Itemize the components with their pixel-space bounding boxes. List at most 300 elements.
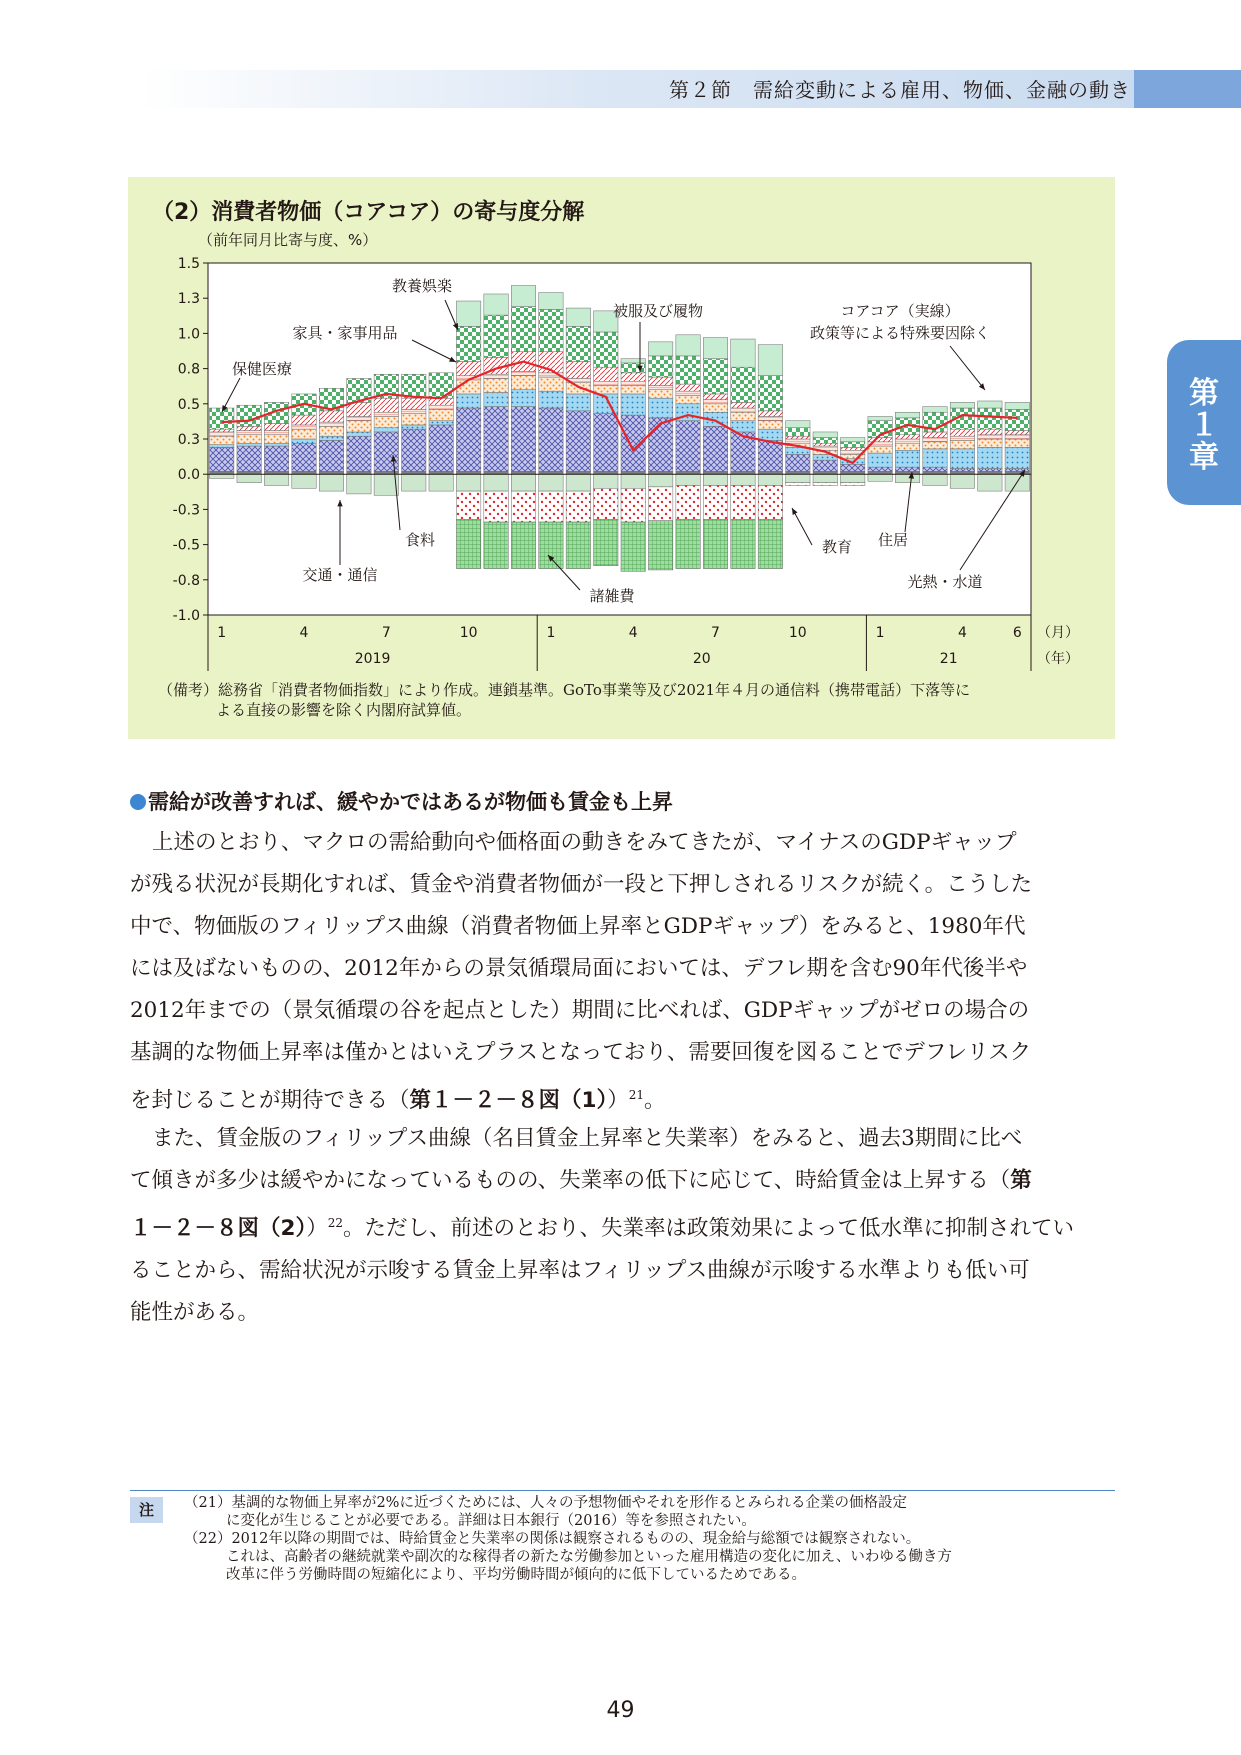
- bar-segment: [429, 409, 453, 420]
- bar-segment: [402, 398, 426, 409]
- y-tick-label: -0.5: [172, 537, 200, 554]
- bar-segment: [210, 445, 234, 448]
- bar-segment: [648, 418, 672, 472]
- bar-segment: [511, 376, 535, 390]
- figure-reference: １－２－８図（2）: [130, 1216, 307, 1242]
- bar-segment: [621, 394, 645, 415]
- y-tick-label: 0.5: [177, 396, 200, 413]
- bar-segment: [1005, 409, 1029, 430]
- bar-segment: [923, 467, 947, 471]
- bar-segment: [456, 362, 480, 376]
- bar-segment: [978, 429, 1002, 435]
- bullet-dot-icon: [130, 794, 146, 810]
- x-tick-label: 1: [217, 625, 227, 641]
- x-tick-label: 7: [381, 625, 391, 641]
- bar-segment: [237, 443, 261, 446]
- bar-segment: [676, 485, 700, 519]
- bar-segment: [484, 407, 508, 472]
- bar-segment: [868, 416, 892, 420]
- bar-segment: [292, 439, 316, 443]
- bar-segment: [456, 326, 480, 361]
- bar-segment: [374, 412, 398, 416]
- bar-segment: [840, 447, 864, 450]
- figure-title: （2）消費者物価（コアコア）の寄与度分解: [152, 200, 585, 225]
- bar-segment: [621, 522, 645, 571]
- bar-segment: [648, 474, 672, 487]
- bar-segment: [566, 474, 590, 491]
- annotation-label: 政策等による特殊要因除く: [809, 324, 991, 342]
- bar-segment: [731, 339, 755, 367]
- bar-segment: [539, 391, 563, 408]
- text-run: て傾きが多少は緩やかになっているものの、失業率の低下に応じて、時給賃金は上昇する（: [130, 1168, 1011, 1193]
- bar-segment: [895, 412, 919, 418]
- bar-segment: [840, 442, 864, 448]
- bar-segment: [648, 521, 672, 570]
- annotation-label: 光熱・水道: [907, 573, 983, 591]
- bar-segment: [594, 519, 618, 565]
- bar-segment: [374, 398, 398, 412]
- bar-segment: [292, 429, 316, 439]
- section-heading-text: 需給が改善すれば、緩やかではあるが物価も賃金も上昇: [148, 790, 673, 814]
- bar-segment: [758, 421, 782, 429]
- bar-segment: [484, 378, 508, 392]
- bar-segment: [511, 390, 535, 407]
- bar-segment: [676, 335, 700, 356]
- bar-segment: [539, 522, 563, 568]
- bar-segment: [758, 485, 782, 519]
- bar-segment: [539, 377, 563, 391]
- bar-segment: [539, 491, 563, 522]
- bar-segment: [758, 345, 782, 376]
- bar-segment: [566, 326, 590, 361]
- footnote-ref-21: 21: [628, 1088, 645, 1102]
- bar-segment: [676, 519, 700, 568]
- paragraph-line: [130, 1160, 1115, 1202]
- annotation-label: 教養娯楽: [391, 277, 453, 295]
- bar-segment: [895, 467, 919, 471]
- bar-segment: [511, 491, 535, 522]
- bar-segment: [237, 474, 261, 482]
- x-tick-label: 6: [1012, 625, 1022, 641]
- bar-segment: [374, 428, 398, 432]
- y-tick-label: -0.3: [172, 502, 200, 519]
- bar-segment: [319, 426, 343, 436]
- bar-segment: [731, 412, 755, 420]
- bar-segment: [703, 338, 727, 359]
- paragraph-line: [130, 1074, 1115, 1122]
- paragraph-line: 中で、物価版のフィリップス曲線（消費者物価上昇率とGDPギャップ）をみると、1980年代: [130, 914, 1026, 939]
- bar-segment: [511, 286, 535, 307]
- x-unit-year: （年）: [1037, 651, 1079, 667]
- y-tick-label: 0.0: [177, 467, 200, 484]
- bar-segment: [264, 424, 288, 431]
- bar-segment: [319, 436, 343, 440]
- x-unit-month: （月）: [1037, 625, 1079, 641]
- bar-segment: [319, 474, 343, 491]
- bar-segment: [594, 367, 618, 381]
- y-tick-label: -0.8: [172, 572, 200, 589]
- bar-segment: [703, 400, 727, 404]
- bar-segment: [621, 373, 645, 381]
- bar-segment: [456, 408, 480, 471]
- bar-segment: [895, 435, 919, 439]
- annotation-label: 交通・通信: [302, 566, 378, 584]
- paragraph-line: 2012年までの（景気循環の谷を起点とした）期間に比べれば、GDPギャップがゼロの場合の: [130, 998, 1030, 1023]
- bar-segment: [402, 414, 426, 425]
- bar-segment: [292, 425, 316, 429]
- annotation-label: 住居: [877, 531, 909, 549]
- bar-segment: [484, 491, 508, 522]
- bar-segment: [566, 383, 590, 394]
- bar-segment: [676, 474, 700, 485]
- body-paragraph-1: [130, 822, 1115, 1122]
- bar-segment: [374, 416, 398, 427]
- footnote-ref-22: 22: [327, 1216, 344, 1230]
- bar-segment: [484, 374, 508, 378]
- bar-segment: [813, 432, 837, 438]
- bar-segment: [895, 450, 919, 467]
- bar-segment: [731, 519, 755, 568]
- bar-segment: [484, 522, 508, 568]
- bar-segment: [840, 483, 864, 486]
- bar-segment: [840, 474, 864, 482]
- year-label: 20: [692, 651, 711, 667]
- bar-segment: [511, 474, 535, 491]
- bar-segment: [539, 474, 563, 491]
- bar-segment: [456, 491, 480, 519]
- bar-segment: [813, 438, 837, 444]
- text-run: ）: [607, 1088, 629, 1114]
- text-run: を封じることが期待できる（: [130, 1088, 410, 1114]
- bar-segment: [895, 443, 919, 450]
- bar-segment: [648, 385, 672, 389]
- bar-segment: [950, 429, 974, 436]
- bar-segment: [978, 469, 1002, 472]
- bar-segment: [758, 376, 782, 411]
- bar-segment: [237, 446, 261, 471]
- annotation-label: 教育: [821, 538, 853, 556]
- bar-segment: [347, 474, 371, 494]
- bar-segment: [264, 474, 288, 485]
- bar-segment: [703, 394, 727, 400]
- bar-segment: [429, 474, 453, 491]
- bar-segment: [1005, 439, 1029, 447]
- bar-segment: [676, 421, 700, 472]
- bar-segment: [758, 411, 782, 417]
- bar-segment: [731, 485, 755, 519]
- bar-segment: [264, 431, 288, 435]
- bar-segment: [758, 519, 782, 568]
- y-tick-label: 0.3: [177, 432, 200, 448]
- bar-segment: [1005, 402, 1029, 409]
- paragraph-line: ることから、需給状況が示唆する賃金上昇率はフィリップス曲線が示唆する水準よりも低い可: [130, 1258, 1030, 1284]
- y-tick-label: -1.0: [172, 608, 200, 624]
- bar-segment: [786, 436, 810, 439]
- paragraph-line: が残る状況が長期化すれば、賃金や消費者物価が一段と下押しされるリスクが続く。こうした: [130, 872, 1033, 897]
- paragraph-line: 能性がある。: [130, 1300, 260, 1326]
- bar-segment: [786, 439, 810, 443]
- y-tick-label: 1.5: [177, 256, 200, 272]
- contribution-chart: [128, 240, 1115, 680]
- footnote-22-cont: 改革に伴う労働時間の短縮化により、平均労働時間が傾向的に低下しているためである。: [226, 1567, 806, 1583]
- bar-segment: [731, 402, 755, 408]
- bar-segment: [429, 405, 453, 409]
- annotation-label: 諸雑費: [589, 587, 635, 605]
- bar-segment: [402, 429, 426, 471]
- bar-segment: [978, 408, 1002, 429]
- bar-segment: [402, 409, 426, 413]
- bar-segment: [484, 294, 508, 315]
- bar-segment: [923, 432, 947, 438]
- bar-segment: [950, 449, 974, 469]
- bar-segment: [868, 438, 892, 442]
- text-run: 。ただし、前述のとおり、失業率は政策効果によって低水準に抑制されてい: [343, 1216, 1075, 1242]
- bar-segment: [484, 315, 508, 357]
- bar-segment: [978, 447, 1002, 468]
- running-header-title: 第２節 需給変動による雇用、物価、金融の動き: [669, 78, 1131, 102]
- bar-segment: [1005, 447, 1029, 468]
- chapter-tab-char: 章: [1189, 440, 1219, 475]
- bar-segment: [1005, 469, 1029, 472]
- annotation-label: 食料: [404, 531, 436, 549]
- bar-segment: [210, 447, 234, 471]
- paragraph-line: 上述のとおり、マクロの需給動向や価格面の動きをみてきたが、マイナスのGDPギャップ: [152, 830, 1017, 855]
- bar-segment: [758, 416, 782, 420]
- section-heading: [130, 786, 673, 816]
- year-label: 2019: [354, 651, 391, 667]
- bar-segment: [895, 439, 919, 443]
- bar-segment: [786, 474, 810, 482]
- bar-segment: [731, 474, 755, 485]
- bar-segment: [319, 422, 343, 426]
- bar-segment: [1005, 431, 1029, 435]
- x-tick-label: 10: [788, 625, 807, 641]
- annotation-label: 家具・家事用品: [292, 324, 398, 342]
- bar-segment: [950, 469, 974, 472]
- bar-segment: [237, 431, 261, 435]
- footnote-divider: [130, 1490, 1115, 1491]
- bar-segment: [210, 432, 234, 436]
- bar-segment: [402, 374, 426, 398]
- paragraph-line: また、賃金版のフィリップス曲線（名目賃金上昇率と失業率）をみると、過去3期間に比べ: [152, 1126, 1023, 1151]
- bar-segment: [786, 428, 810, 436]
- bar-segment: [374, 432, 398, 471]
- figure-note-line: よる直接の影響を除く内閣府試算値。: [216, 701, 472, 719]
- bar-segment: [456, 301, 480, 326]
- bar-segment: [868, 453, 892, 467]
- bar-segment: [950, 436, 974, 440]
- bar-segment: [813, 443, 837, 446]
- bar-segment: [594, 488, 618, 519]
- bar-segment: [676, 395, 700, 403]
- bar-segment: [264, 435, 288, 443]
- footnote-tag: 注: [130, 1497, 163, 1523]
- x-tick-label: 4: [628, 625, 638, 641]
- bar-segment: [840, 438, 864, 442]
- bar-segment: [895, 474, 919, 482]
- bar-segment: [676, 384, 700, 391]
- bar-segment: [347, 421, 371, 432]
- bar-segment: [703, 359, 727, 394]
- bar-segment: [621, 359, 645, 363]
- bar-segment: [868, 446, 892, 453]
- text-run: ）: [306, 1216, 328, 1242]
- x-tick-label: 4: [299, 625, 309, 641]
- bar-segment: [813, 460, 837, 471]
- chapter-tab-char: １: [1189, 408, 1219, 443]
- figure-note-line: （備考）総務省「消費者物価指数」により作成。連鎖基準。GoTo事業等及び2021年４月の通信料（携帯電話）下落等に: [158, 681, 971, 699]
- bar-segment: [511, 307, 535, 352]
- bar-segment: [731, 367, 755, 402]
- bar-segment: [292, 474, 316, 488]
- bar-segment: [813, 483, 837, 486]
- bar-segment: [621, 363, 645, 373]
- bar-segment: [648, 342, 672, 356]
- footnotes: [184, 1494, 1114, 1584]
- bar-segment: [950, 474, 974, 488]
- bar-segment: [923, 474, 947, 485]
- bar-segment: [539, 408, 563, 471]
- bar-segment: [511, 522, 535, 568]
- bar-segment: [786, 454, 810, 471]
- x-tick-label: 7: [711, 625, 720, 641]
- bar-segment: [594, 332, 618, 367]
- bar-segment: [429, 373, 453, 398]
- bar-segment: [594, 414, 618, 472]
- bar-segment: [566, 362, 590, 379]
- bar-segment: [950, 440, 974, 448]
- paragraph-line: [130, 1202, 1115, 1250]
- annotation-label: 保健医療: [231, 360, 293, 378]
- bar-segment: [731, 408, 755, 412]
- bar-segment: [402, 425, 426, 429]
- bar-segment: [402, 474, 426, 491]
- bar-segment: [429, 425, 453, 471]
- y-tick-label: 1.0: [177, 326, 200, 343]
- bar-segment: [703, 519, 727, 568]
- bar-segment: [758, 440, 782, 471]
- bar-segment: [347, 432, 371, 436]
- bar-segment: [237, 405, 261, 426]
- body-paragraph-2: [130, 1118, 1115, 1334]
- bar-segment: [484, 474, 508, 491]
- bar-segment: [264, 446, 288, 471]
- bar-segment: [594, 381, 618, 385]
- bar-segment: [950, 402, 974, 408]
- bar-segment: [621, 381, 645, 385]
- y-tick-label: 1.3: [177, 291, 200, 308]
- bar-segment: [840, 464, 864, 471]
- bar-segment: [648, 356, 672, 377]
- paragraph-line: 基調的な物価上昇率は僅かとはいえプラスとなっており、需要回復を図ることでデフレリスク: [130, 1040, 1032, 1065]
- bar-segment: [539, 309, 563, 351]
- chapter-tab-char: 第: [1189, 376, 1219, 411]
- bar-segment: [210, 429, 234, 432]
- bar-segment: [484, 393, 508, 407]
- footnote-21: （21）基調的な物価上昇率が2%に近づくためには、人々の予想物価やそれを形作るとみられる企業の価格設定: [184, 1495, 907, 1511]
- bar-segment: [648, 390, 672, 398]
- text-run: 。: [644, 1088, 666, 1114]
- bar-segment: [703, 426, 727, 471]
- bar-segment: [566, 308, 590, 326]
- bar-segment: [1005, 435, 1029, 439]
- bar-segment: [319, 440, 343, 471]
- bar-segment: [923, 442, 947, 449]
- bar-segment: [237, 435, 261, 443]
- annotation-label: 被服及び履物: [612, 302, 704, 320]
- bar-segment: [319, 411, 343, 422]
- footnote-22-cont: これは、高齢者の継続就業や副次的な稼得者の新たな労働参加といった雇用構造の変化に加え、いわゆる働き方: [226, 1549, 952, 1565]
- bar-segment: [237, 426, 261, 430]
- bar-segment: [621, 488, 645, 522]
- paragraph-line: には及ばないものの、2012年からの景気循環局面においては、デフレ期を含む90年代後半や: [130, 956, 1028, 981]
- bar-segment: [429, 421, 453, 425]
- bar-segment: [703, 485, 727, 519]
- bar-segment: [347, 436, 371, 471]
- bar-segment: [456, 519, 480, 568]
- bar-segment: [868, 474, 892, 481]
- year-label: 21: [939, 651, 958, 667]
- x-tick-label: 10: [459, 625, 478, 641]
- bar-segment: [347, 416, 371, 420]
- bar-segment: [868, 467, 892, 471]
- figure-note: [158, 680, 1098, 720]
- bar-segment: [758, 474, 782, 485]
- annotation-label: コアコア（実線）: [840, 302, 960, 320]
- footnote-22: （22）2012年以降の期間では、時給賃金と失業率の関係は観察されるものの、現金給与総額では観察されない。: [184, 1531, 921, 1547]
- bar-segment: [648, 377, 672, 385]
- bar-segment: [292, 443, 316, 471]
- bar-segment: [566, 411, 590, 472]
- chapter-tab: [1167, 340, 1241, 505]
- bar-segment: [511, 371, 535, 375]
- bar-segment: [676, 356, 700, 384]
- bar-segment: [703, 404, 727, 412]
- x-tick-label: 4: [957, 625, 967, 641]
- bar-segment: [292, 415, 316, 425]
- page-number: 49: [606, 1698, 635, 1723]
- bar-segment: [786, 483, 810, 486]
- x-tick-label: 1: [875, 625, 885, 641]
- bar-segment: [978, 401, 1002, 408]
- figure-reference: 第: [1010, 1168, 1032, 1193]
- bar-segment: [621, 385, 645, 393]
- x-tick-label: 1: [546, 625, 556, 641]
- figure-unit-label: （前年同月比寄与度、%）: [198, 231, 378, 249]
- bar-segment: [511, 407, 535, 472]
- bar-segment: [923, 407, 947, 413]
- bar-segment: [566, 491, 590, 522]
- bar-segment: [923, 449, 947, 467]
- bar-segment: [978, 474, 1002, 491]
- bar-segment: [264, 443, 288, 446]
- bar-segment: [786, 421, 810, 428]
- bar-segment: [566, 394, 590, 411]
- header-accent-block: [1134, 70, 1241, 108]
- bar-segment: [210, 408, 234, 429]
- bar-segment: [703, 474, 727, 485]
- footnote-21-cont: に変化が生じることが必要である。詳細は日本銀行（2016）等を参照されたい。: [226, 1513, 756, 1529]
- bar-segment: [758, 429, 782, 440]
- bar-segment: [456, 474, 480, 491]
- bar-segment: [210, 474, 234, 478]
- bar-segment: [648, 398, 672, 418]
- bar-segment: [978, 435, 1002, 439]
- bar-segment: [648, 487, 672, 521]
- bar-segment: [566, 522, 590, 568]
- figure-reference: 第１－２－８図（1）: [409, 1088, 608, 1114]
- bar-segment: [621, 474, 645, 488]
